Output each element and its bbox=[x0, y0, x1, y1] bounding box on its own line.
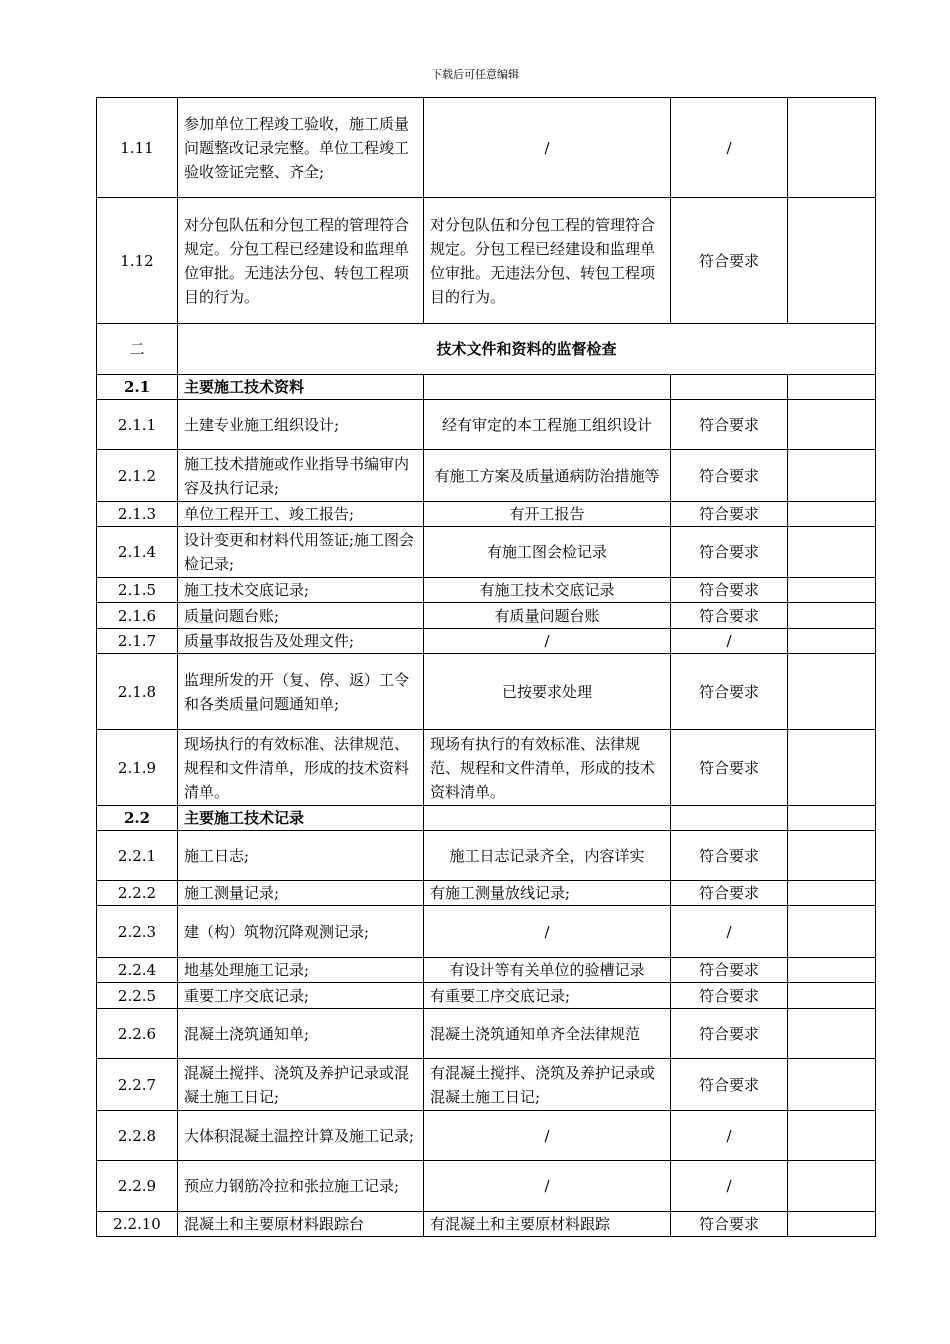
check-status: 有质量问题台账 bbox=[424, 603, 671, 629]
check-item: 施工技术措施或作业指导书编审内容及执行记录; bbox=[178, 450, 424, 502]
row-number: 2.1.3 bbox=[97, 502, 178, 527]
row-number: 2.2.9 bbox=[97, 1161, 178, 1212]
table-row bbox=[97, 1212, 876, 1237]
subsection-title: 主要施工技术资料 bbox=[178, 375, 424, 400]
check-item: 单位工程开工、竣工报告; bbox=[178, 502, 424, 527]
check-result: 符合要求 bbox=[671, 881, 788, 906]
check-item: 监理所发的开（复、停、返）工令和各类质量问题通知单; bbox=[178, 654, 424, 730]
check-status: 有重要工序交底记录; bbox=[424, 983, 671, 1009]
check-item: 施工日志; bbox=[178, 831, 424, 881]
check-status: / bbox=[424, 98, 671, 198]
row-number: 1.12 bbox=[97, 198, 178, 324]
check-result: / bbox=[671, 98, 788, 198]
row-number: 2.2.2 bbox=[97, 881, 178, 906]
table-row bbox=[97, 324, 876, 375]
table-row bbox=[97, 881, 876, 906]
check-result: 符合要求 bbox=[671, 578, 788, 603]
remark-cell bbox=[788, 1161, 876, 1212]
check-status: / bbox=[424, 1111, 671, 1161]
table-row bbox=[97, 730, 876, 806]
subsection-number: 2.1 bbox=[97, 375, 178, 400]
check-result: 符合要求 bbox=[671, 400, 788, 450]
check-status: 已按要求处理 bbox=[424, 654, 671, 730]
check-result: 符合要求 bbox=[671, 1212, 788, 1237]
empty-cell bbox=[671, 806, 788, 831]
check-result: 符合要求 bbox=[671, 654, 788, 730]
check-status: 有施工方案及质量通病防治措施等 bbox=[424, 450, 671, 502]
section-title: 技术文件和资料的监督检查 bbox=[178, 324, 876, 375]
check-item: 设计变更和材料代用签证;施工图会检记录; bbox=[178, 527, 424, 578]
row-number: 2.1.1 bbox=[97, 400, 178, 450]
check-item: 混凝土浇筑通知单; bbox=[178, 1009, 424, 1059]
check-result: 符合要求 bbox=[671, 502, 788, 527]
check-item: 土建专业施工组织设计; bbox=[178, 400, 424, 450]
remark-cell bbox=[788, 1009, 876, 1059]
check-item: 对分包队伍和分包工程的管理符合规定。分包工程已经建设和监理单位审批。无违法分包、转包工程项目的行为。 bbox=[178, 198, 424, 324]
remark-cell bbox=[788, 983, 876, 1009]
remark-cell bbox=[788, 98, 876, 198]
remark-cell bbox=[788, 527, 876, 578]
check-item: 大体积混凝土温控计算及施工记录; bbox=[178, 1111, 424, 1161]
row-number: 2.2.4 bbox=[97, 958, 178, 983]
check-result: 符合要求 bbox=[671, 958, 788, 983]
remark-cell bbox=[788, 502, 876, 527]
check-item: 施工测量记录; bbox=[178, 881, 424, 906]
check-result: 符合要求 bbox=[671, 527, 788, 578]
empty-cell bbox=[424, 806, 671, 831]
remark-cell bbox=[788, 603, 876, 629]
check-result: 符合要求 bbox=[671, 603, 788, 629]
row-number: 2.1.4 bbox=[97, 527, 178, 578]
row-number: 2.2.8 bbox=[97, 1111, 178, 1161]
row-number: 2.1.6 bbox=[97, 603, 178, 629]
check-status: 混凝土浇筑通知单齐全法律规范 bbox=[424, 1009, 671, 1059]
check-status: / bbox=[424, 1161, 671, 1212]
remark-cell bbox=[788, 881, 876, 906]
check-item: 混凝土搅拌、浇筑及养护记录或混凝土施工日记; bbox=[178, 1059, 424, 1111]
check-status: 经有审定的本工程施工组织设计 bbox=[424, 400, 671, 450]
row-number: 2.2.6 bbox=[97, 1009, 178, 1059]
empty-cell bbox=[424, 375, 671, 400]
table-row bbox=[97, 527, 876, 578]
check-item: 质量问题台账; bbox=[178, 603, 424, 629]
row-number: 2.2.10 bbox=[97, 1212, 178, 1237]
check-item: 施工技术交底记录; bbox=[178, 578, 424, 603]
remark-cell bbox=[788, 198, 876, 324]
check-status: 现场有执行的有效标准、法律规范、规程和文件清单，形成的技术资料清单。 bbox=[424, 730, 671, 806]
table-row bbox=[97, 198, 876, 324]
table-row bbox=[97, 1009, 876, 1059]
remark-cell bbox=[788, 654, 876, 730]
row-number: 2.1.5 bbox=[97, 578, 178, 603]
table-row bbox=[97, 375, 876, 400]
empty-cell bbox=[671, 375, 788, 400]
check-item: 预应力钢筋冷拉和张拉施工记录; bbox=[178, 1161, 424, 1212]
check-result: 符合要求 bbox=[671, 730, 788, 806]
table-row bbox=[97, 806, 876, 831]
table-row bbox=[97, 831, 876, 881]
check-item: 参加单位工程竣工验收，施工质量问题整改记录完整。单位工程竣工验收签证完整、齐全; bbox=[178, 98, 424, 198]
remark-cell bbox=[788, 958, 876, 983]
remark-cell bbox=[788, 629, 876, 654]
remark-cell bbox=[788, 730, 876, 806]
check-status: 有混凝土和主要原材料跟踪 bbox=[424, 1212, 671, 1237]
remark-cell bbox=[788, 906, 876, 958]
table-row bbox=[97, 1161, 876, 1212]
check-status: / bbox=[424, 906, 671, 958]
row-number: 2.1.2 bbox=[97, 450, 178, 502]
check-result: 符合要求 bbox=[671, 983, 788, 1009]
check-result: / bbox=[671, 906, 788, 958]
check-result: 符合要求 bbox=[671, 450, 788, 502]
row-number: 2.1.9 bbox=[97, 730, 178, 806]
section-number: 二 bbox=[97, 324, 178, 375]
table-row bbox=[97, 400, 876, 450]
check-item: 质量事故报告及处理文件; bbox=[178, 629, 424, 654]
check-item: 重要工序交底记录; bbox=[178, 983, 424, 1009]
check-status: 有开工报告 bbox=[424, 502, 671, 527]
row-number: 2.2.1 bbox=[97, 831, 178, 881]
table-row bbox=[97, 1111, 876, 1161]
check-result: / bbox=[671, 629, 788, 654]
table-row bbox=[97, 450, 876, 502]
row-number: 2.1.7 bbox=[97, 629, 178, 654]
row-number: 1.11 bbox=[97, 98, 178, 198]
remark-cell bbox=[788, 1212, 876, 1237]
table-row bbox=[97, 906, 876, 958]
row-number: 2.1.8 bbox=[97, 654, 178, 730]
empty-cell bbox=[788, 375, 876, 400]
table-row bbox=[97, 578, 876, 603]
row-number: 2.2.7 bbox=[97, 1059, 178, 1111]
table-row bbox=[97, 98, 876, 198]
check-result: 符合要求 bbox=[671, 1059, 788, 1111]
check-result: 符合要求 bbox=[671, 831, 788, 881]
subsection-title: 主要施工技术记录 bbox=[178, 806, 424, 831]
check-status: / bbox=[424, 629, 671, 654]
table-row bbox=[97, 958, 876, 983]
table-row bbox=[97, 603, 876, 629]
table-row bbox=[97, 654, 876, 730]
subsection-number: 2.2 bbox=[97, 806, 178, 831]
remark-cell bbox=[788, 1059, 876, 1111]
table-row bbox=[97, 1059, 876, 1111]
remark-cell bbox=[788, 1111, 876, 1161]
remark-cell bbox=[788, 578, 876, 603]
table-row bbox=[97, 502, 876, 527]
check-item: 建（构）筑物沉降观测记录; bbox=[178, 906, 424, 958]
table-row bbox=[97, 629, 876, 654]
check-result: 符合要求 bbox=[671, 198, 788, 324]
remark-cell bbox=[788, 450, 876, 502]
remark-cell bbox=[788, 400, 876, 450]
table-row bbox=[97, 983, 876, 1009]
row-number: 2.2.3 bbox=[97, 906, 178, 958]
row-number: 2.2.5 bbox=[97, 983, 178, 1009]
page-header-note: 下载后可任意编辑 bbox=[431, 68, 519, 81]
inspection-table bbox=[96, 97, 876, 1237]
check-status: 对分包队伍和分包工程的管理符合规定。分包工程已经建设和监理单位审批。无违法分包、转包工程项目的行为。 bbox=[424, 198, 671, 324]
check-item: 现场执行的有效标准、法律规范、规程和文件清单，形成的技术资料清单。 bbox=[178, 730, 424, 806]
check-item: 地基处理施工记录; bbox=[178, 958, 424, 983]
check-status: 有设计等有关单位的验槽记录 bbox=[424, 958, 671, 983]
check-status: 有施工技术交底记录 bbox=[424, 578, 671, 603]
empty-cell bbox=[788, 806, 876, 831]
remark-cell bbox=[788, 831, 876, 881]
check-item: 混凝土和主要原材料跟踪台 bbox=[178, 1212, 424, 1237]
check-result: / bbox=[671, 1161, 788, 1212]
check-status: 有混凝土搅拌、浇筑及养护记录或混凝土施工日记; bbox=[424, 1059, 671, 1111]
check-result: 符合要求 bbox=[671, 1009, 788, 1059]
check-status: 有施工测量放线记录; bbox=[424, 881, 671, 906]
check-status: 有施工图会检记录 bbox=[424, 527, 671, 578]
check-result: / bbox=[671, 1111, 788, 1161]
check-status: 施工日志记录齐全，内容详实 bbox=[424, 831, 671, 881]
